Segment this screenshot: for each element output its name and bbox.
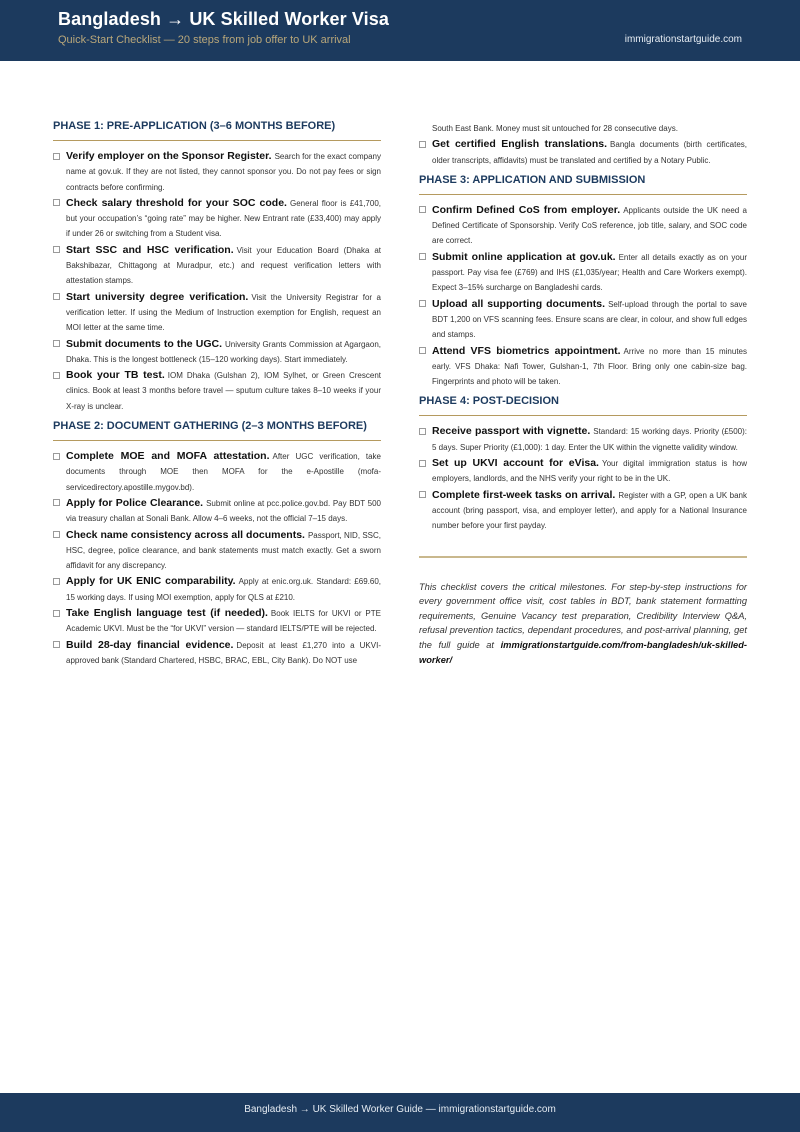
item-body: Search for the exact company name at gov.uk. If they are not listed, they cannot sponsor you. Do not pay fees or sign contracts before confirming. — [66, 152, 381, 192]
item-heading: Submit online application at gov.uk. — [432, 250, 616, 263]
item-body: IOM Dhaka (Gulshan 2), IOM Sylhet, or Green Crescent clinics. Book at least 3 months before travel — sputum culture takes 8–10 weeks if your X-ray is unclear. — [66, 371, 381, 411]
item-heading: Start university degree verification. — [66, 290, 249, 303]
checklist-item — [419, 297, 747, 343]
item-body: Applicants outside the UK need a Defined Certificate of Sponsorship. Verify CoS reference, job title, salary, and SOC code are correct. — [432, 205, 747, 246]
item-heading: Apply for UK ENIC comparability. — [66, 575, 236, 588]
checklist-item — [53, 368, 381, 414]
checklist-item — [419, 250, 747, 296]
item-heading: Complete MOE and MOFA attestation. — [66, 450, 270, 463]
item-body: Bangla documents (birth certificates, older transcripts, affidavits) must be translated and certified by a Notary Public. — [432, 140, 747, 165]
item-heading: Submit documents to the UGC. — [66, 337, 222, 350]
item-heading: Apply for Police Clearance. — [66, 496, 204, 509]
checkbox-icon[interactable] — [53, 246, 60, 253]
item-heading: Check salary threshold for your SOC code. — [66, 196, 287, 209]
checkbox-icon[interactable] — [419, 428, 426, 435]
item-heading: Attend VFS biometrics appointment. — [432, 344, 621, 357]
checkbox-icon[interactable] — [419, 206, 426, 213]
item-heading: Set up UKVI account for eVisa. — [432, 457, 599, 470]
checklist-item — [53, 149, 381, 195]
checklist-item — [53, 606, 381, 637]
right-column — [419, 121, 747, 667]
checkbox-icon[interactable] — [53, 610, 60, 617]
checklist-item — [419, 137, 747, 168]
item-body: Visit your Education Board (Dhaka at Bakshibazar, Chittagong at Muradpur, etc.) and request verification letters with attestation stamps. — [66, 245, 381, 286]
item-body: Enter all details exactly as on your passport. Pay visa fee (£769) and IHS (£1,035/year; Health and Care Workers exempt). Expect 3–15% surcharge on Bangladeshi cards. — [432, 252, 747, 293]
item-body: Book IELTS for UKVI or PTE Academic UKVI. Must be the “for UKVI” version — standard IELTS/PTE will be rejected. — [66, 609, 381, 634]
checkbox-icon[interactable] — [419, 347, 426, 354]
item-heading: Check name consistency across all documents. — [66, 528, 305, 541]
item-continuation: South East Bank. Money must sit untouched for 28 consecutive days. — [432, 124, 678, 133]
item-body: Deposit at least £1,270 into a UKVI-approved bank (Standard Chartered, HSBC, BRAC, EBL, City Bank). Do NOT use — [66, 640, 381, 665]
item-heading: Get certified English translations. — [432, 138, 608, 151]
checklist-item — [419, 488, 747, 534]
item-heading: Receive passport with vignette. — [432, 425, 591, 438]
phase-heading: PHASE 4: POST-DECISION — [419, 394, 747, 416]
checklist-item — [419, 203, 747, 249]
checkbox-icon[interactable] — [53, 340, 60, 347]
checkbox-icon[interactable] — [419, 141, 426, 148]
checklist-item — [53, 449, 381, 495]
closing-text: This checklist covers the critical milestones. For step-by-step instructions for every government office visit, cost tables in BDT, bank statement formatting requirements, Genuine Vacancy test preparation, Credibility Interview Q&A, refusal prevention tactics, dependant procedures, and post-arrival planning, get the full guide at — [419, 581, 747, 650]
page-subtitle: Quick-Start Checklist — 20 steps from job offer to UK arrival — [58, 34, 351, 46]
checkbox-icon[interactable] — [53, 531, 60, 538]
item-body: Your digital immigration status is how employers, landlords, and the NHS verify your right to be in the UK. — [432, 459, 747, 484]
checklist-item — [53, 638, 381, 669]
phase-heading: PHASE 3: APPLICATION AND SUBMISSION — [419, 173, 747, 195]
checkbox-icon[interactable] — [53, 372, 60, 379]
checkbox-icon[interactable] — [419, 300, 426, 307]
item-body: Passport, NID, SSC, HSC, degree, police clearance, and bank statements must match exactly. Get a sworn affidavit for any discrepancy. — [66, 530, 381, 571]
item-body: Standard: 15 working days. Priority (£500): 5 days. Super Priority (£1,000): 1 day. Enter the UK within the vignette validity window. — [432, 427, 747, 452]
item-heading: Upload all supporting documents. — [432, 297, 606, 310]
phase-heading: PHASE 1: PRE-APPLICATION (3–6 MONTHS BEFORE) — [53, 119, 381, 141]
item-body: Apply at enic.org.uk. Standard: £69.60, 15 working days. If using MOI exemption, apply for QLS at £210. — [66, 577, 381, 602]
left-column — [53, 119, 381, 669]
checkbox-icon[interactable] — [53, 453, 60, 460]
item-body: Visit the University Registrar for a verification letter. If using the Medium of Instruction exemption for English, request an MOI letter at the same time. — [66, 292, 381, 333]
item-body: After UGC verification, take documents through MOE then MOFA for the e-Apostille (mofa-servicedirectory.apostille.mygov.bd). — [66, 452, 382, 492]
item-body: University Grants Commission at Agargaon, Dhaka. This is the longest bottleneck (15–120 working days). Start immediately. — [66, 339, 381, 364]
checklist-item — [53, 243, 381, 289]
item-heading: Build 28-day financial evidence. — [66, 638, 234, 651]
guide-link[interactable]: immigrationstartguide.com/from-bangladesh/uk-skilled-worker/ — [419, 639, 747, 665]
item-body: Self-upload through the portal to save BDT 1,200 on VFS scanning fees. Ensure scans are clear, in colour, and show full edges and stamps. — [432, 299, 747, 340]
checkbox-icon[interactable] — [53, 499, 60, 506]
checkbox-icon[interactable] — [419, 460, 426, 467]
checklist-item — [53, 496, 381, 527]
item-heading: Take English language test (if needed). — [66, 607, 268, 620]
item-heading: Confirm Defined CoS from employer. — [432, 203, 621, 216]
checklist-item — [53, 574, 381, 605]
phase-heading: PHASE 2: DOCUMENT GATHERING (2–3 MONTHS BEFORE) — [53, 419, 381, 441]
checkbox-icon[interactable] — [53, 293, 60, 300]
checkbox-icon[interactable] — [53, 578, 60, 585]
page-footer: Bangladesh → UK Skilled Worker Guide — immigrationstartguide.com — [0, 1093, 800, 1132]
checklist-item — [53, 290, 381, 336]
checklist-item — [53, 337, 381, 368]
checkbox-icon[interactable] — [419, 253, 426, 260]
checkbox-icon[interactable] — [53, 199, 60, 206]
checklist-item — [53, 528, 381, 574]
checklist-item — [419, 456, 747, 487]
item-body: General floor is £41,700, but your occupation’s “going rate” may be higher. New Entrant rate (£33,400) may apply if under 26 or switching from a Student visa. — [66, 198, 381, 239]
item-body: Arrive no more than 15 minutes early. VFS Dhaka: Nafi Tower, Gulshan-1, 7th Floor. Bring only one cabin-size bag. Fingerprints and photo will be taken. — [432, 346, 748, 387]
checklist-item — [419, 424, 747, 455]
checkbox-icon[interactable] — [419, 491, 426, 498]
checklist-item — [53, 196, 381, 242]
item-body: Submit online at pcc.police.gov.bd. Pay BDT 500 via treasury challan at Sonali Bank. Allow 4–6 weeks, not the official 7–15 days. — [66, 498, 381, 524]
checkbox-icon[interactable] — [53, 153, 60, 160]
checklist-item — [419, 344, 747, 390]
item-heading: Verify employer on the Sponsor Register. — [66, 150, 272, 162]
item-body: Register with a GP, open a UK bank account (bring passport, visa, and employer letter), and apply for a National Insurance number before your first payday. — [432, 490, 748, 531]
item-heading: Book your TB test. — [66, 369, 165, 382]
section-divider — [419, 556, 747, 558]
page-title: Bangladesh → UK Skilled Worker Visa — [58, 9, 389, 29]
item-heading: Start SSC and HSC verification. — [66, 243, 234, 256]
checkbox-icon[interactable] — [53, 641, 60, 648]
header-site-link[interactable]: immigrationstartguide.com — [624, 34, 742, 45]
page-header — [0, 0, 800, 61]
closing-note — [419, 580, 747, 668]
item-heading: Complete first-week tasks on arrival. — [432, 488, 616, 501]
